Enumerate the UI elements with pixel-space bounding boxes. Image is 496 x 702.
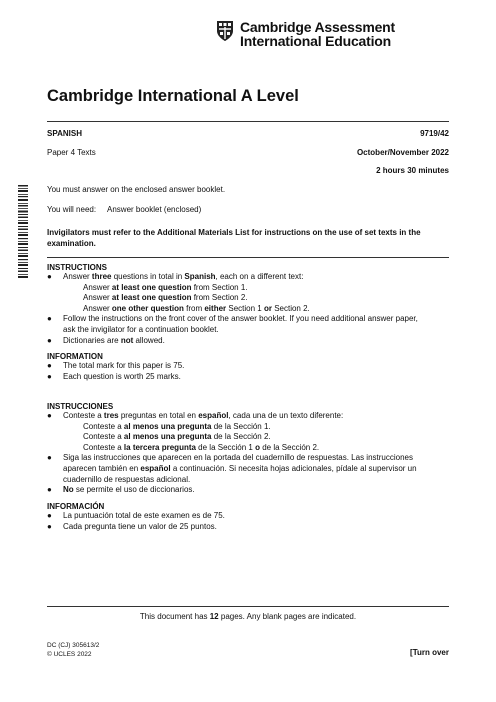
barcode-icon <box>18 185 28 280</box>
bullet-icon: ● <box>47 314 52 324</box>
you-will-need-value: Answer booklet (enclosed) <box>107 205 202 214</box>
logo-line1: Cambridge Assessment <box>240 19 395 35</box>
exam-duration: 2 hours 30 minutes <box>376 166 449 175</box>
paper-name: Paper 4 Texts <box>47 148 96 157</box>
list-item: ● No se permite el uso de diccionarios. <box>47 485 195 495</box>
list-item: ● Cada pregunta tiene un valor de 25 puntos. <box>47 521 217 531</box>
document-ref: DC (CJ) 305613/2 <box>47 642 100 649</box>
bullet-icon: ● <box>47 511 52 520</box>
top-rule <box>47 121 449 122</box>
bullet-icon: ● <box>47 453 52 463</box>
answer-booklet-note: You must answer on the enclosed answer booklet. <box>47 185 226 194</box>
exam-session: October/November 2022 <box>356 148 449 157</box>
list-item: ● Answer three questions in total in Spanish, each on a different text: <box>47 272 304 281</box>
turn-over: [Turn over <box>410 648 449 657</box>
list-item: ● Each question is worth 25 marks. <box>47 371 181 381</box>
information-heading: INFORMATION <box>47 352 103 361</box>
list-item-continuation: aparecen también en español a continuación. Si necesita hojas adicionales, pídale al supervisor un <box>63 463 417 473</box>
list-subitem: Answer one other question from either Section 1 or Section 2. <box>83 303 310 313</box>
you-will-need-label: You will need: <box>47 205 97 214</box>
list-subitem: Answer at least one question from Section 1. <box>83 282 248 292</box>
instrucciones-heading: INSTRUCCIONES <box>47 402 114 411</box>
list-item: ● La puntuación total de este examen es de 75. <box>47 511 225 520</box>
instructions-heading: INSTRUCTIONS <box>47 263 107 272</box>
page-title: Cambridge International A Level <box>47 87 299 105</box>
informacion-heading: INFORMACIÓN <box>47 502 105 511</box>
logo <box>216 20 395 48</box>
bullet-icon: ● <box>47 361 52 370</box>
bullet-icon: ● <box>47 272 52 281</box>
bullet-icon: ● <box>47 485 52 495</box>
instructions-list <box>47 272 457 346</box>
list-item: ● The total mark for this paper is 75. <box>47 361 185 370</box>
list-item-continuation: cuadernillo de respuestas adicional. <box>63 474 191 484</box>
subject: SPANISH <box>47 129 82 138</box>
list-item: ● Dictionaries are not allowed. <box>47 335 165 345</box>
paper-code: 9719/42 <box>420 129 449 138</box>
list-item: ● Conteste a tres preguntas en total en español, cada una de un texto diferente: <box>47 411 344 420</box>
list-item: ● Follow the instructions on the front cover of the answer booklet. If you need additional answer paper, <box>47 314 418 324</box>
footer-rule <box>47 606 449 607</box>
information-list <box>47 361 447 382</box>
informacion-list <box>47 511 447 532</box>
page-count-note: This document has 12 pages. Any blank pages are indicated. <box>139 612 357 621</box>
list-item-continuation: ask the invigilator for a continuation booklet. <box>63 324 219 334</box>
bullet-icon: ● <box>47 371 52 381</box>
invigilators-note: Invigilators must refer to the Additional Materials List for instructions on the use of set texts in the examination. <box>47 228 421 248</box>
list-item: ● Siga las instrucciones que aparecen en la portada del cuadernillo de respuestas. Las instrucciones <box>47 453 413 463</box>
bullet-icon: ● <box>47 521 52 531</box>
list-subitem: Conteste a al menos una pregunta de la Sección 2. <box>83 432 271 442</box>
logo-line2: International Education <box>240 33 391 49</box>
copyright: © UCLES 2022 <box>47 651 92 658</box>
list-subitem: Conteste a la tercera pregunta de la Sección 1 o de la Sección 2. <box>83 442 320 452</box>
list-subitem: Conteste a al menos una pregunta de la Sección 1. <box>83 421 271 431</box>
instrucciones-list <box>47 411 457 496</box>
list-subitem: Answer at least one question from Section 2. <box>83 293 248 303</box>
intro-rule <box>47 257 449 258</box>
crest-icon <box>216 20 234 42</box>
bullet-icon: ● <box>47 411 52 420</box>
bullet-icon: ● <box>47 335 52 345</box>
